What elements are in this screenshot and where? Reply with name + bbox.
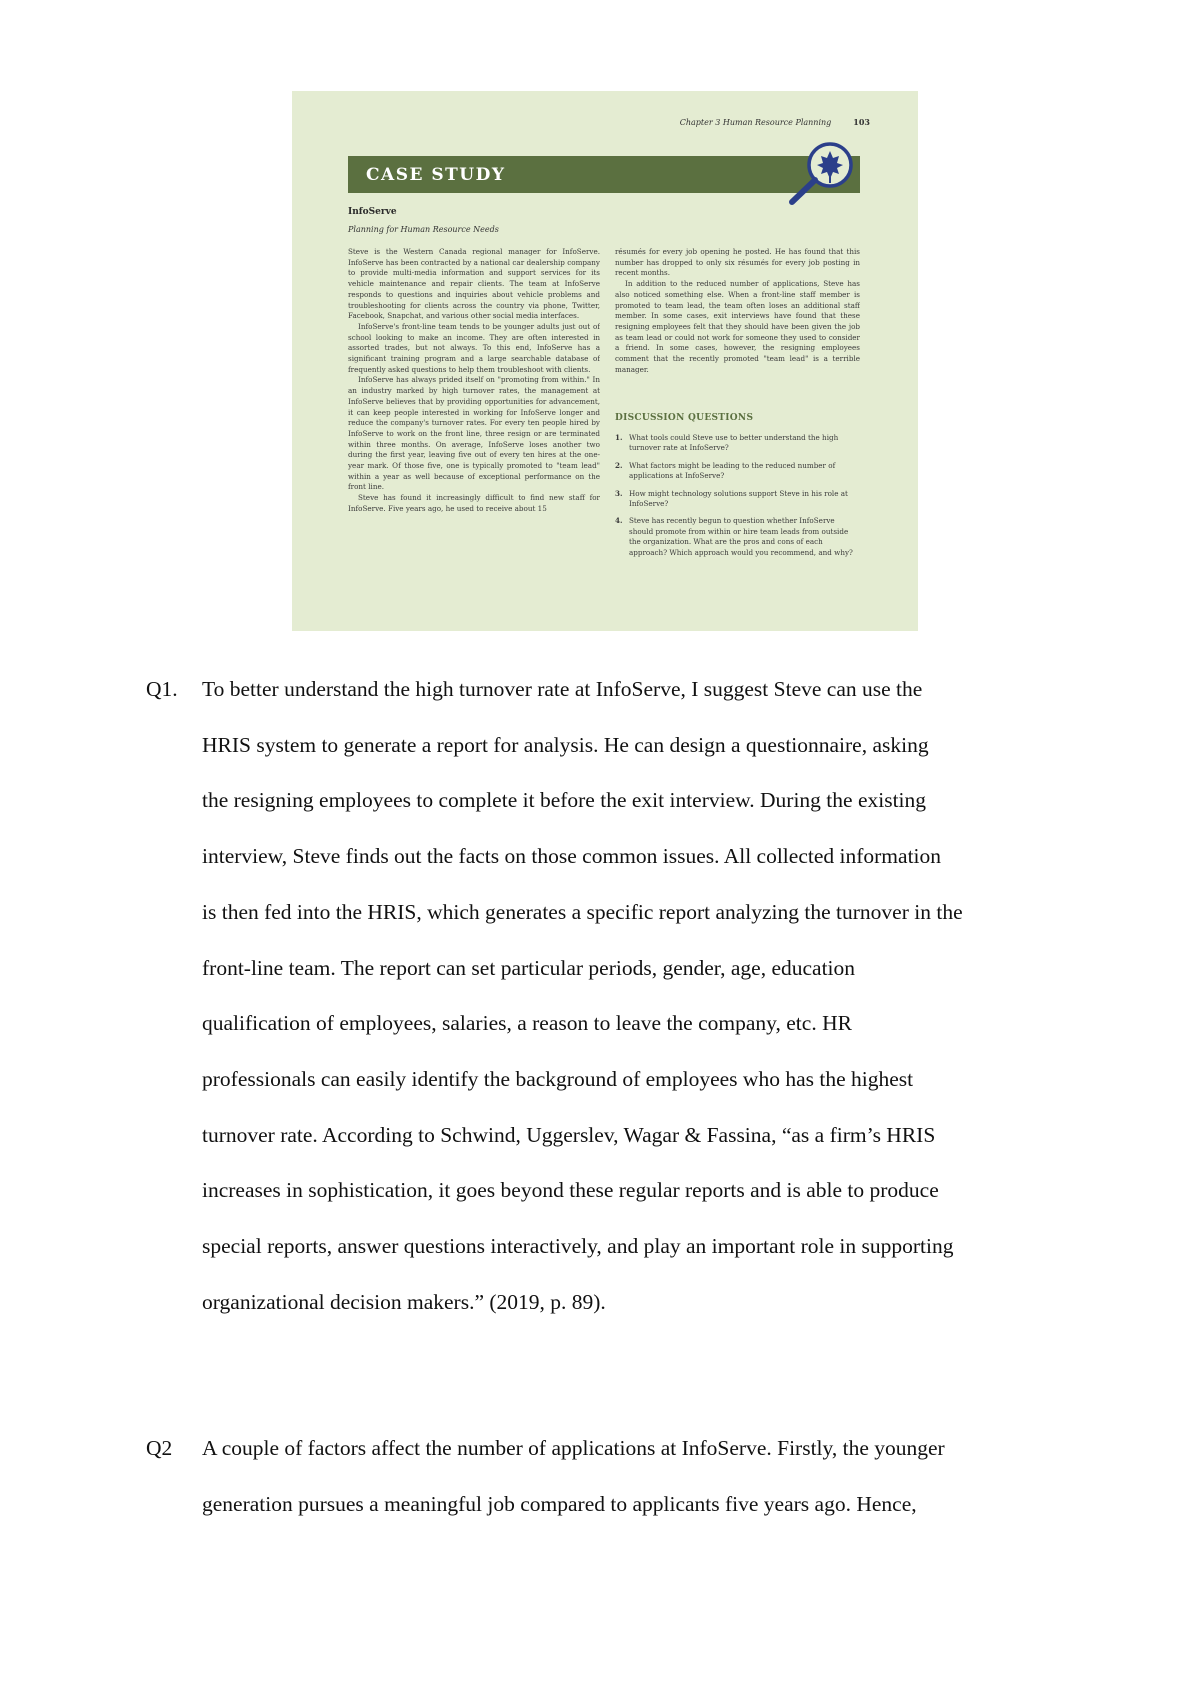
case-study-image (292, 91, 918, 631)
answer-line: HRIS system to generate a report for analysis. He can design a questionnaire, asking (202, 733, 929, 757)
discussion-question (615, 461, 860, 482)
case-study-title: CASE STUDY (366, 165, 506, 185)
answer-line: the resigning employees to complete it before the exit interview. During the existing (202, 788, 927, 812)
question-number: 1. (615, 433, 623, 442)
answer-label: Q2 (146, 1436, 173, 1460)
discussion-question (615, 516, 860, 558)
case-study-right-column (615, 247, 860, 397)
answer-line: organizational decision makers.” (2019, p. 89). (202, 1290, 606, 1314)
discussion-questions-list (615, 433, 860, 565)
case-paragraph: InfoServe has always prided itself on "promoting from within." In an industry marked by high turnover rates, the management at InfoServe believes that by providing opportunities for advancement, it can keep people interested in working for InfoServe longer and reduce the company's turnover rates. For every ten people hired by InfoServe to work on the front line, three resign or are terminated within three months. On average, InfoServe loses another two during the first year, leaving five out of every ten hires at the one-year mark. Of those five, one is typically promoted to "team lead" within a year as well because of exceptional performance on the front line. (348, 375, 600, 492)
answer-line: front-line team. The report can set particular periods, gender, age, education (202, 956, 856, 980)
question-text: Steve has recently begun to question whether InfoServe should promote from within or hire team leads from outside the organization. What are the pros and cons of each approach? Which approach would you recommend, and why? (629, 516, 853, 557)
answer-line: To better understand the high turnover rate at InfoServe, I suggest Steve can use the (202, 677, 923, 701)
answer-line: interview, Steve finds out the facts on those common issues. All collected information (202, 844, 942, 868)
question-number: 4. (615, 516, 623, 526)
case-study-company: InfoServe (348, 207, 397, 217)
case-paragraph: résumés for every job opening he posted. He has found that this number has dropped to only six résumés for every job posting in recent months. (615, 247, 860, 278)
answer-line: qualification of employees, salaries, a reason to leave the company, etc. HR (202, 1011, 852, 1035)
answer-line: is then fed into the HRIS, which generates a specific report analyzing the turnover in the (202, 900, 963, 924)
running-head (680, 117, 870, 127)
question-text: What factors might be leading to the reduced number of applications at InfoServe? (629, 460, 836, 481)
case-paragraph: Steve is the Western Canada regional manager for InfoServe. InfoServe has been contracted by a national car dealership company to provide multi-media information and support services for its vehicle maintenance and repair clients. The team at InfoServe responds to questions and inquiries about vehicle problems and troubleshooting for clients across the country via phone, Twitter, Facebook, Snapchat, and various other social media interfaces. (348, 247, 600, 321)
case-paragraph: InfoServe's front-line team tends to be younger adults just out of school looking to make an income. They are often interested in assorted trades, but not always. To this end, InfoServe has a significant training program and a large searchable database of frequently asked questions to help them troubleshoot with clients. (348, 321, 600, 374)
discussion-question (615, 433, 860, 454)
answer-line: special reports, answer questions interactively, and play an important role in supporting (202, 1234, 954, 1258)
case-paragraph: In addition to the reduced number of applications, Steve has also noticed something else. When a front-line staff member is promoted to team lead, the team often loses an additional staff member. In some cases, exit interviews have found that these resigning employees felt that they should have been given the job as team lead or could not work for someone they used to consider a friend. In some cases, however, the resigning employees comment that the recently promoted "team lead" is a terrible manager. (615, 279, 860, 374)
question-number: 2. (615, 460, 623, 470)
discussion-question (615, 489, 860, 510)
case-study-subtitle: Planning for Human Resource Needs (348, 225, 499, 234)
running-head-title: Chapter 3 Human Resource Planning (679, 118, 832, 127)
question-number: 3. (615, 488, 623, 498)
answer-label: Q1. (146, 677, 178, 701)
question-text: How might technology solutions support Steve in his role at InfoServe? (629, 488, 848, 509)
magnifier-leaf-icon (782, 139, 862, 209)
answer-line: generation pursues a meaningful job compared to applicants five years ago. Hence, (202, 1492, 917, 1516)
answer-line: turnover rate. According to Schwind, Uggerslev, Wagar & Fassina, “as a firm’s HRIS (202, 1123, 936, 1147)
case-study-left-column (348, 247, 600, 619)
answer-line: increases in sophistication, it goes beyond these regular reports and is able to produce (202, 1178, 939, 1202)
discussion-questions-heading: DISCUSSION QUESTIONS (615, 413, 754, 423)
case-paragraph: Steve has found it increasingly difficult to find new staff for InfoServe. Five years ago, he used to receive about 15 (348, 493, 600, 513)
question-text: What tools could Steve use to better understand the high turnover rate at InfoServe? (629, 433, 839, 453)
answer-line: A couple of factors affect the number of applications at InfoServe. Firstly, the younger (202, 1436, 945, 1460)
answer-line: professionals can easily identify the background of employees who has the highest (202, 1067, 914, 1091)
page-number: 103 (853, 117, 870, 127)
